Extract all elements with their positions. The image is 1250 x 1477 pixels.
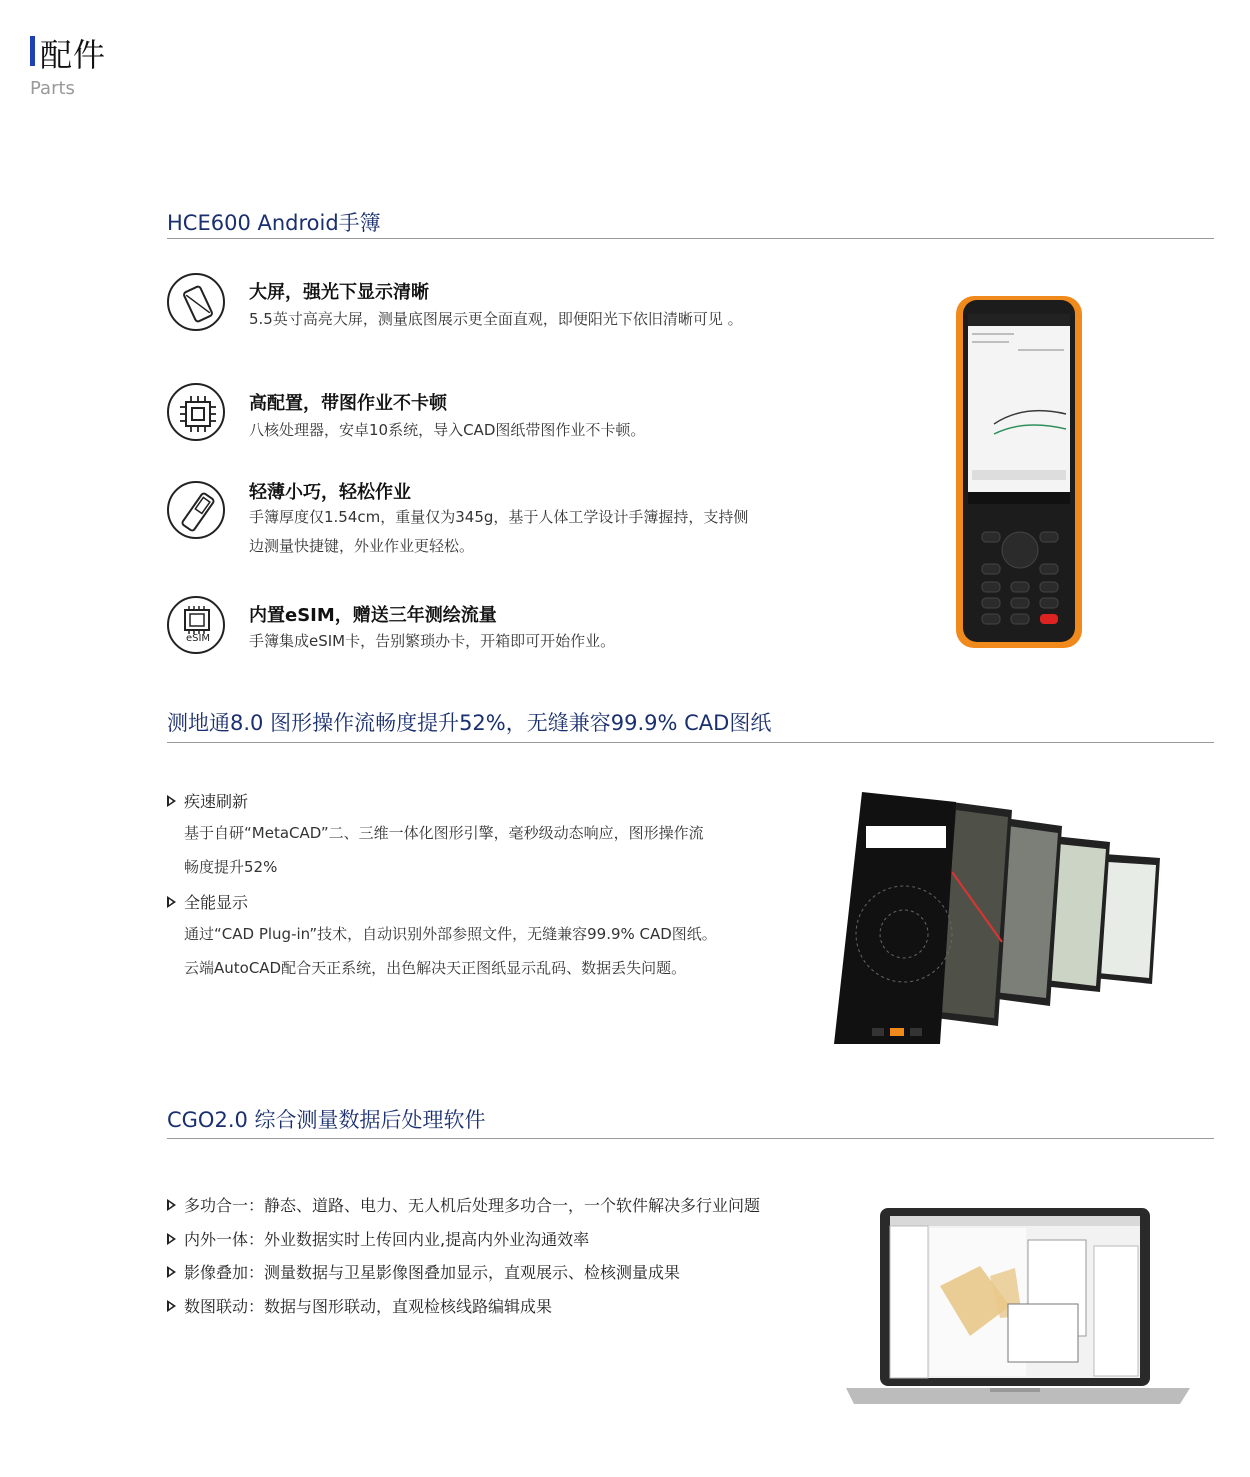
- cedt-screens-image: [832, 792, 1162, 1052]
- section-divider: [167, 742, 1214, 743]
- processor-chip-icon: [167, 383, 225, 441]
- feature-body: 手簿厚度仅1.54cm，重量仅为345g，基于人体工学设计手簿握持，支持侧边测量快捷键，外业作业更轻松。: [249, 508, 749, 555]
- list-item-heading: 疾速刷新: [167, 789, 248, 812]
- triangle-bullet-icon: [167, 1266, 176, 1278]
- section-divider: [167, 238, 1214, 239]
- section-divider: [167, 1138, 1214, 1139]
- section-title-cgo: CGO2.0 综合测量数据后处理软件: [167, 1108, 486, 1132]
- feature-heading: 大屏，强光下显示清晰: [249, 282, 429, 303]
- list-item: 多功合一：静态、道路、电力、无人机后处理多功合一，一个软件解决多行业问题: [167, 1193, 760, 1216]
- list-item: 影像叠加：测量数据与卫星影像图叠加显示，直观展示、检核测量成果: [167, 1260, 680, 1283]
- triangle-bullet-icon: [167, 1233, 176, 1245]
- esim-chip-icon: [167, 596, 225, 654]
- slim-device-icon: [167, 481, 225, 539]
- feature-body: 八核处理器，安卓10系统，导入CAD图纸带图作业不卡顿。: [249, 421, 646, 439]
- cgo-laptop-image: [840, 1206, 1196, 1414]
- page-subtitle: Parts: [30, 78, 75, 99]
- phone-screen-icon: [167, 273, 225, 331]
- hce600-device-image: [954, 294, 1086, 654]
- list-item: 内外一体：外业数据实时上传回内业,提高内外业沟通效率: [167, 1227, 589, 1250]
- triangle-bullet-icon: [167, 795, 176, 807]
- triangle-bullet-icon: [167, 896, 176, 908]
- feature-body: 手簿集成eSIM卡，告别繁琐办卡，开箱即可开始作业。: [249, 632, 616, 650]
- esim-icon-label: eSIM: [185, 633, 211, 644]
- list-item: 数图联动：数据与图形联动，直观检核线路编辑成果: [167, 1294, 552, 1317]
- page-title: 配件: [40, 36, 107, 74]
- list-item-text: 基于自研“MetaCAD”二、三维一体化图形引擎，毫秒级动态响应，图形操作流 畅度提升52%: [184, 824, 704, 876]
- triangle-bullet-icon: [167, 1199, 176, 1211]
- triangle-bullet-icon: [167, 1300, 176, 1312]
- list-item-heading: 全能显示: [167, 890, 248, 913]
- feature-heading: 高配置，带图作业不卡顿: [249, 393, 447, 414]
- list-item-text: 通过“CAD Plug-in”技术，自动识别外部参照文件，无缝兼容99.9% CAD图纸。 云端AutoCAD配合天正系统，出色解决天正图纸显示乱码、数据丢失问题。: [184, 925, 717, 977]
- title-accent-bar: [30, 36, 35, 66]
- feature-body: 5.5英寸高亮大屏，测量底图展示更全面直观，即便阳光下依旧清晰可见 。: [249, 310, 743, 328]
- section-title-hce600: HCE600 Android手簿: [167, 211, 381, 235]
- feature-heading: 内置eSIM，赠送三年测绘流量: [249, 605, 497, 626]
- feature-heading: 轻薄小巧，轻松作业: [249, 482, 411, 503]
- section-title-cedt: 测地通8.0 图形操作流畅度提升52%，无缝兼容99.9% CAD图纸: [167, 711, 772, 735]
